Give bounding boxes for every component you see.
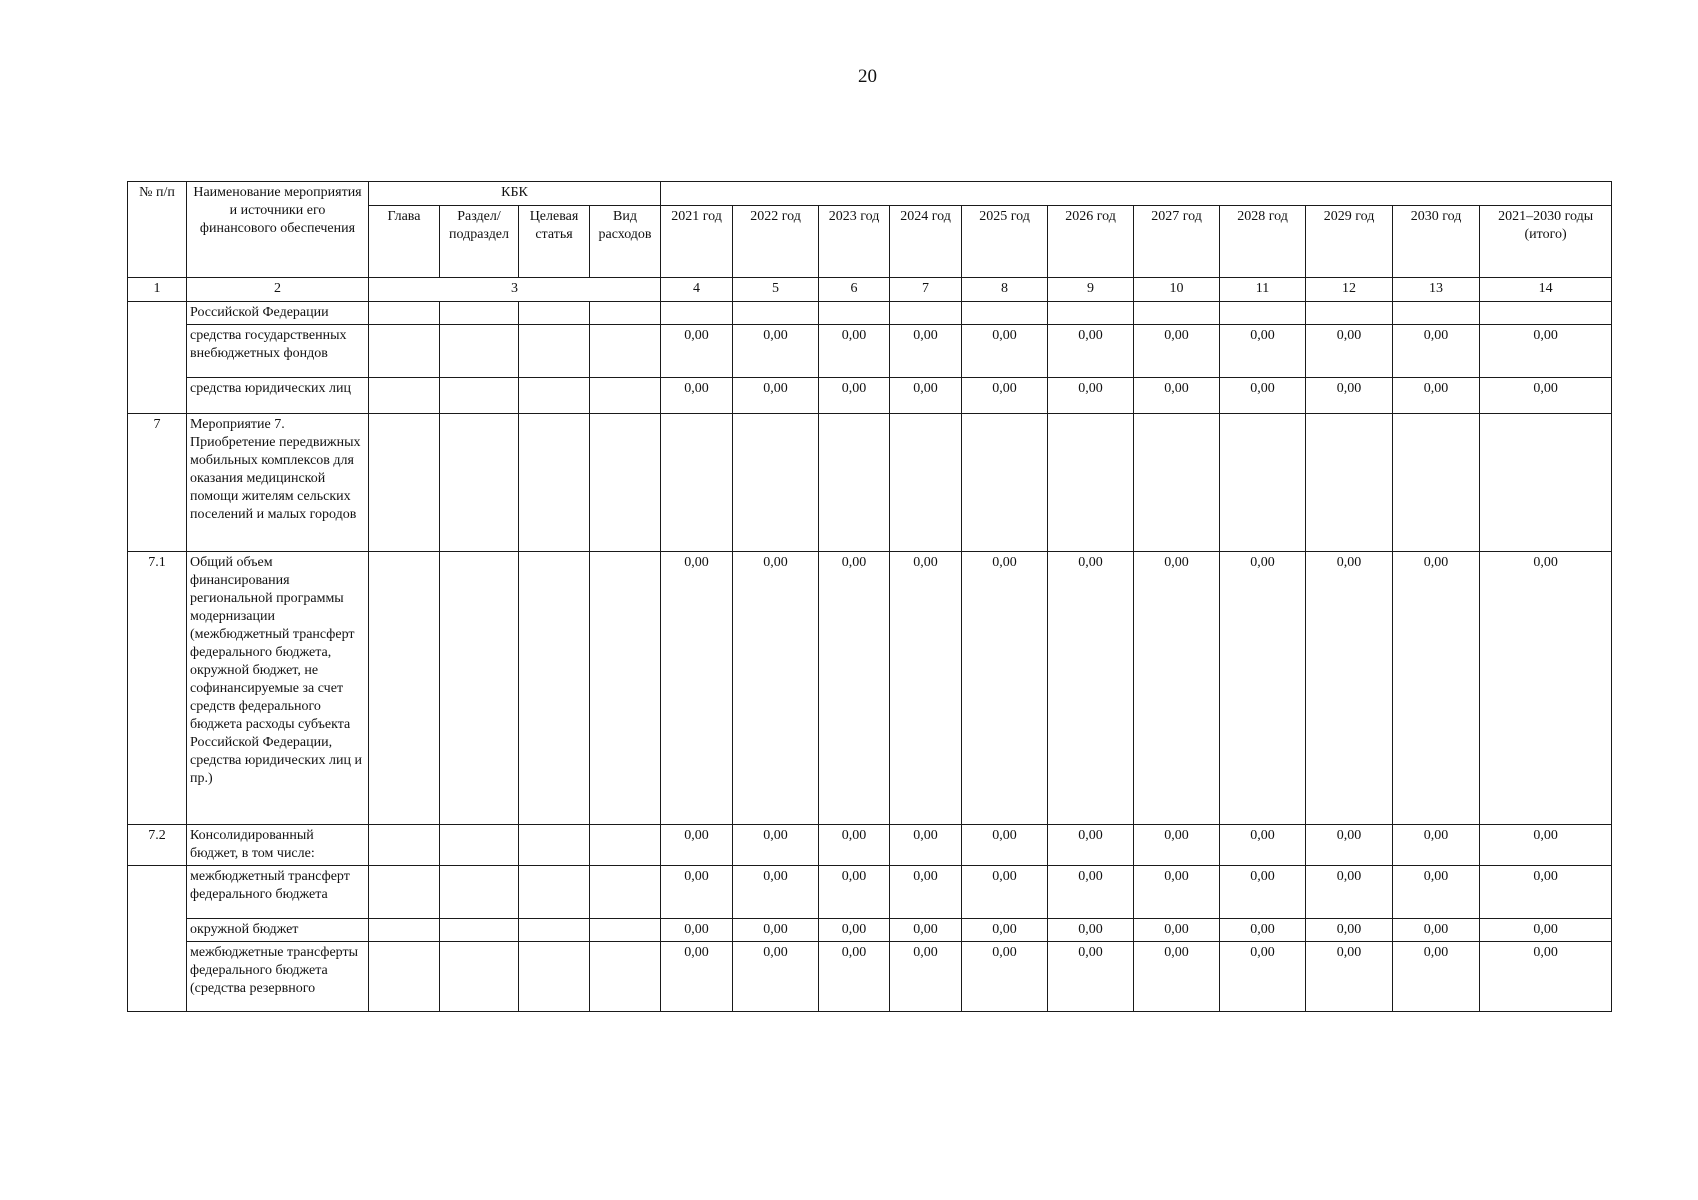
year-value-cell: 0,00 bbox=[1220, 866, 1306, 919]
year-value-cell: 0,00 bbox=[890, 825, 962, 866]
index-cell: 4 bbox=[661, 278, 733, 302]
year-value-cell bbox=[1134, 302, 1220, 325]
row-name: межбюджетный трансферт федерального бюджета bbox=[187, 866, 369, 919]
kbk-cell bbox=[440, 325, 519, 378]
year-value-cell: 0,00 bbox=[890, 942, 962, 1012]
row-number: 7.2 bbox=[128, 825, 187, 866]
year-value-cell: 0,00 bbox=[661, 325, 733, 378]
index-cell: 11 bbox=[1220, 278, 1306, 302]
kbk-cell bbox=[440, 866, 519, 919]
year-value-cell: 0,00 bbox=[1134, 552, 1220, 825]
year-value-cell: 0,00 bbox=[1048, 325, 1134, 378]
year-value-cell: 0,00 bbox=[962, 825, 1048, 866]
year-value-cell bbox=[1220, 414, 1306, 552]
year-value-cell bbox=[962, 302, 1048, 325]
kbk-cell bbox=[590, 325, 661, 378]
kbk-cell bbox=[519, 552, 590, 825]
year-value-cell: 0,00 bbox=[733, 866, 819, 919]
kbk-cell bbox=[440, 414, 519, 552]
year-value-cell bbox=[819, 414, 890, 552]
total-value-cell: 0,00 bbox=[1480, 866, 1612, 919]
index-cell: 7 bbox=[890, 278, 962, 302]
header-year: 2022 год bbox=[733, 206, 819, 278]
row-name: средства юридических лиц bbox=[187, 378, 369, 414]
kbk-cell bbox=[440, 825, 519, 866]
year-value-cell: 0,00 bbox=[1393, 866, 1480, 919]
page-number: 20 bbox=[858, 66, 877, 87]
year-value-cell: 0,00 bbox=[1306, 378, 1393, 414]
header-kbk-type: Вид расходов bbox=[590, 206, 661, 278]
year-value-cell: 0,00 bbox=[733, 325, 819, 378]
year-value-cell: 0,00 bbox=[1306, 825, 1393, 866]
year-value-cell: 0,00 bbox=[1134, 866, 1220, 919]
total-value-cell bbox=[1480, 302, 1612, 325]
header-name: Наименование мероприятия и источники его финансового обеспечения bbox=[187, 182, 369, 278]
row-name: межбюджетные трансферты федерального бюджета (средства резервного bbox=[187, 942, 369, 1012]
kbk-cell bbox=[519, 302, 590, 325]
total-value-cell: 0,00 bbox=[1480, 942, 1612, 1012]
year-value-cell: 0,00 bbox=[819, 825, 890, 866]
header-year: 2023 год bbox=[819, 206, 890, 278]
kbk-cell bbox=[440, 919, 519, 942]
year-value-cell: 0,00 bbox=[962, 552, 1048, 825]
year-value-cell: 0,00 bbox=[962, 942, 1048, 1012]
index-cell: 5 bbox=[733, 278, 819, 302]
year-value-cell: 0,00 bbox=[661, 378, 733, 414]
header-row-top bbox=[128, 182, 1612, 206]
header-year-total: 2021–2030 годы (итого) bbox=[1480, 206, 1612, 278]
column-index-row bbox=[128, 278, 1612, 302]
year-value-cell: 0,00 bbox=[1393, 325, 1480, 378]
year-value-cell bbox=[962, 414, 1048, 552]
year-value-cell: 0,00 bbox=[1220, 919, 1306, 942]
year-value-cell: 0,00 bbox=[1393, 552, 1480, 825]
header-num: № п/п bbox=[128, 182, 187, 278]
year-value-cell: 0,00 bbox=[733, 825, 819, 866]
kbk-cell bbox=[519, 325, 590, 378]
table-row bbox=[128, 866, 1612, 919]
year-value-cell bbox=[733, 302, 819, 325]
row-number bbox=[128, 302, 187, 414]
year-value-cell: 0,00 bbox=[1393, 825, 1480, 866]
year-value-cell: 0,00 bbox=[1220, 325, 1306, 378]
year-value-cell: 0,00 bbox=[1048, 825, 1134, 866]
year-value-cell bbox=[733, 414, 819, 552]
year-value-cell: 0,00 bbox=[1134, 325, 1220, 378]
kbk-cell bbox=[590, 942, 661, 1012]
year-value-cell: 0,00 bbox=[1048, 378, 1134, 414]
year-value-cell: 0,00 bbox=[1306, 866, 1393, 919]
row-name: Общий объем финансирования региональной программы модернизации (межбюджетный трансферт федерального бюджета, окружной бюджет, не софинансируемые за счет средств федерального бюджета расходы субъекта Российской Федерации, средства юридических лиц и пр.) bbox=[187, 552, 369, 825]
year-value-cell: 0,00 bbox=[1393, 942, 1480, 1012]
year-value-cell bbox=[1306, 414, 1393, 552]
index-cell: 13 bbox=[1393, 278, 1480, 302]
kbk-cell bbox=[519, 919, 590, 942]
year-value-cell: 0,00 bbox=[661, 919, 733, 942]
year-value-cell: 0,00 bbox=[1048, 942, 1134, 1012]
kbk-cell bbox=[440, 552, 519, 825]
table-row bbox=[128, 825, 1612, 866]
kbk-cell bbox=[519, 942, 590, 1012]
kbk-cell bbox=[519, 414, 590, 552]
header-year: 2021 год bbox=[661, 206, 733, 278]
year-value-cell: 0,00 bbox=[1220, 942, 1306, 1012]
year-value-cell bbox=[1048, 414, 1134, 552]
year-value-cell: 0,00 bbox=[819, 919, 890, 942]
index-cell: 10 bbox=[1134, 278, 1220, 302]
header-kbk-chapter: Глава bbox=[369, 206, 440, 278]
year-value-cell bbox=[1393, 414, 1480, 552]
total-value-cell: 0,00 bbox=[1480, 378, 1612, 414]
header-year: 2025 год bbox=[962, 206, 1048, 278]
kbk-cell bbox=[519, 825, 590, 866]
kbk-cell bbox=[519, 378, 590, 414]
kbk-cell bbox=[440, 302, 519, 325]
year-value-cell: 0,00 bbox=[819, 942, 890, 1012]
year-value-cell: 0,00 bbox=[661, 866, 733, 919]
year-value-cell: 0,00 bbox=[1306, 325, 1393, 378]
year-value-cell: 0,00 bbox=[962, 919, 1048, 942]
year-value-cell: 0,00 bbox=[1306, 552, 1393, 825]
kbk-cell bbox=[369, 866, 440, 919]
kbk-cell bbox=[590, 552, 661, 825]
year-value-cell bbox=[1220, 302, 1306, 325]
kbk-cell bbox=[590, 866, 661, 919]
total-value-cell bbox=[1480, 414, 1612, 552]
year-value-cell: 0,00 bbox=[819, 866, 890, 919]
year-value-cell bbox=[1306, 302, 1393, 325]
kbk-cell bbox=[369, 378, 440, 414]
table-row bbox=[128, 919, 1612, 942]
index-cell: 1 bbox=[128, 278, 187, 302]
kbk-cell bbox=[440, 378, 519, 414]
row-name: окружной бюджет bbox=[187, 919, 369, 942]
kbk-cell bbox=[369, 942, 440, 1012]
kbk-cell bbox=[440, 942, 519, 1012]
table-row bbox=[128, 942, 1612, 1012]
year-value-cell: 0,00 bbox=[962, 866, 1048, 919]
year-value-cell: 0,00 bbox=[733, 942, 819, 1012]
kbk-cell bbox=[369, 414, 440, 552]
year-value-cell: 0,00 bbox=[661, 825, 733, 866]
row-name: Мероприятие 7. Приобретение передвижных мобильных комплексов для оказания медицинской помощи жителям сельских поселений и малых городов bbox=[187, 414, 369, 552]
total-value-cell: 0,00 bbox=[1480, 919, 1612, 942]
year-value-cell: 0,00 bbox=[1220, 378, 1306, 414]
year-value-cell: 0,00 bbox=[661, 942, 733, 1012]
row-number: 7.1 bbox=[128, 552, 187, 825]
year-value-cell: 0,00 bbox=[1306, 919, 1393, 942]
year-value-cell: 0,00 bbox=[733, 919, 819, 942]
header-year: 2029 год bbox=[1306, 206, 1393, 278]
kbk-cell bbox=[590, 302, 661, 325]
index-cell: 6 bbox=[819, 278, 890, 302]
year-value-cell: 0,00 bbox=[962, 325, 1048, 378]
year-value-cell: 0,00 bbox=[733, 552, 819, 825]
table-row bbox=[128, 302, 1612, 325]
year-value-cell bbox=[661, 302, 733, 325]
year-value-cell: 0,00 bbox=[819, 552, 890, 825]
index-cell: 3 bbox=[369, 278, 661, 302]
row-name: средства государственных внебюджетных фондов bbox=[187, 325, 369, 378]
total-value-cell: 0,00 bbox=[1480, 325, 1612, 378]
header-kbk-section: Раздел/ подраздел bbox=[440, 206, 519, 278]
year-value-cell: 0,00 bbox=[1220, 825, 1306, 866]
year-value-cell: 0,00 bbox=[890, 552, 962, 825]
kbk-cell bbox=[369, 552, 440, 825]
kbk-cell bbox=[369, 302, 440, 325]
year-value-cell: 0,00 bbox=[1134, 378, 1220, 414]
kbk-cell bbox=[590, 378, 661, 414]
header-year: 2024 год bbox=[890, 206, 962, 278]
row-number: 7 bbox=[128, 414, 187, 552]
year-value-cell bbox=[1393, 302, 1480, 325]
year-value-cell: 0,00 bbox=[819, 378, 890, 414]
budget-table bbox=[127, 181, 1612, 1012]
year-value-cell bbox=[1048, 302, 1134, 325]
header-kbk-target: Целевая статья bbox=[519, 206, 590, 278]
year-value-cell bbox=[890, 414, 962, 552]
year-value-cell bbox=[1134, 414, 1220, 552]
kbk-cell bbox=[369, 325, 440, 378]
total-value-cell: 0,00 bbox=[1480, 552, 1612, 825]
header-kbk: КБК bbox=[369, 182, 661, 206]
year-value-cell: 0,00 bbox=[1048, 866, 1134, 919]
year-value-cell: 0,00 bbox=[1134, 919, 1220, 942]
kbk-cell bbox=[590, 919, 661, 942]
index-cell: 14 bbox=[1480, 278, 1612, 302]
row-number bbox=[128, 866, 187, 1012]
year-value-cell: 0,00 bbox=[1306, 942, 1393, 1012]
year-value-cell: 0,00 bbox=[819, 325, 890, 378]
year-value-cell: 0,00 bbox=[1220, 552, 1306, 825]
table-row bbox=[128, 552, 1612, 825]
year-value-cell: 0,00 bbox=[962, 378, 1048, 414]
row-name: Консолидированный бюджет, в том числе: bbox=[187, 825, 369, 866]
year-value-cell: 0,00 bbox=[1048, 552, 1134, 825]
year-value-cell: 0,00 bbox=[1048, 919, 1134, 942]
year-value-cell: 0,00 bbox=[1393, 919, 1480, 942]
year-value-cell: 0,00 bbox=[890, 866, 962, 919]
header-years-group bbox=[661, 182, 1612, 206]
year-value-cell bbox=[890, 302, 962, 325]
header-year: 2028 год bbox=[1220, 206, 1306, 278]
total-value-cell: 0,00 bbox=[1480, 825, 1612, 866]
header-year: 2027 год bbox=[1134, 206, 1220, 278]
year-value-cell: 0,00 bbox=[890, 919, 962, 942]
header-year: 2030 год bbox=[1393, 206, 1480, 278]
header-year: 2026 год bbox=[1048, 206, 1134, 278]
year-value-cell: 0,00 bbox=[890, 378, 962, 414]
table-row bbox=[128, 325, 1612, 378]
year-value-cell: 0,00 bbox=[1134, 942, 1220, 1012]
year-value-cell: 0,00 bbox=[1134, 825, 1220, 866]
year-value-cell: 0,00 bbox=[661, 552, 733, 825]
kbk-cell bbox=[590, 825, 661, 866]
kbk-cell bbox=[369, 825, 440, 866]
row-name: Российской Федерации bbox=[187, 302, 369, 325]
year-value-cell: 0,00 bbox=[733, 378, 819, 414]
table-row bbox=[128, 378, 1612, 414]
year-value-cell bbox=[661, 414, 733, 552]
index-cell: 2 bbox=[187, 278, 369, 302]
table-row bbox=[128, 414, 1612, 552]
index-cell: 9 bbox=[1048, 278, 1134, 302]
year-value-cell: 0,00 bbox=[1393, 378, 1480, 414]
index-cell: 8 bbox=[962, 278, 1048, 302]
year-value-cell: 0,00 bbox=[890, 325, 962, 378]
kbk-cell bbox=[590, 414, 661, 552]
kbk-cell bbox=[369, 919, 440, 942]
year-value-cell bbox=[819, 302, 890, 325]
kbk-cell bbox=[519, 866, 590, 919]
index-cell: 12 bbox=[1306, 278, 1393, 302]
